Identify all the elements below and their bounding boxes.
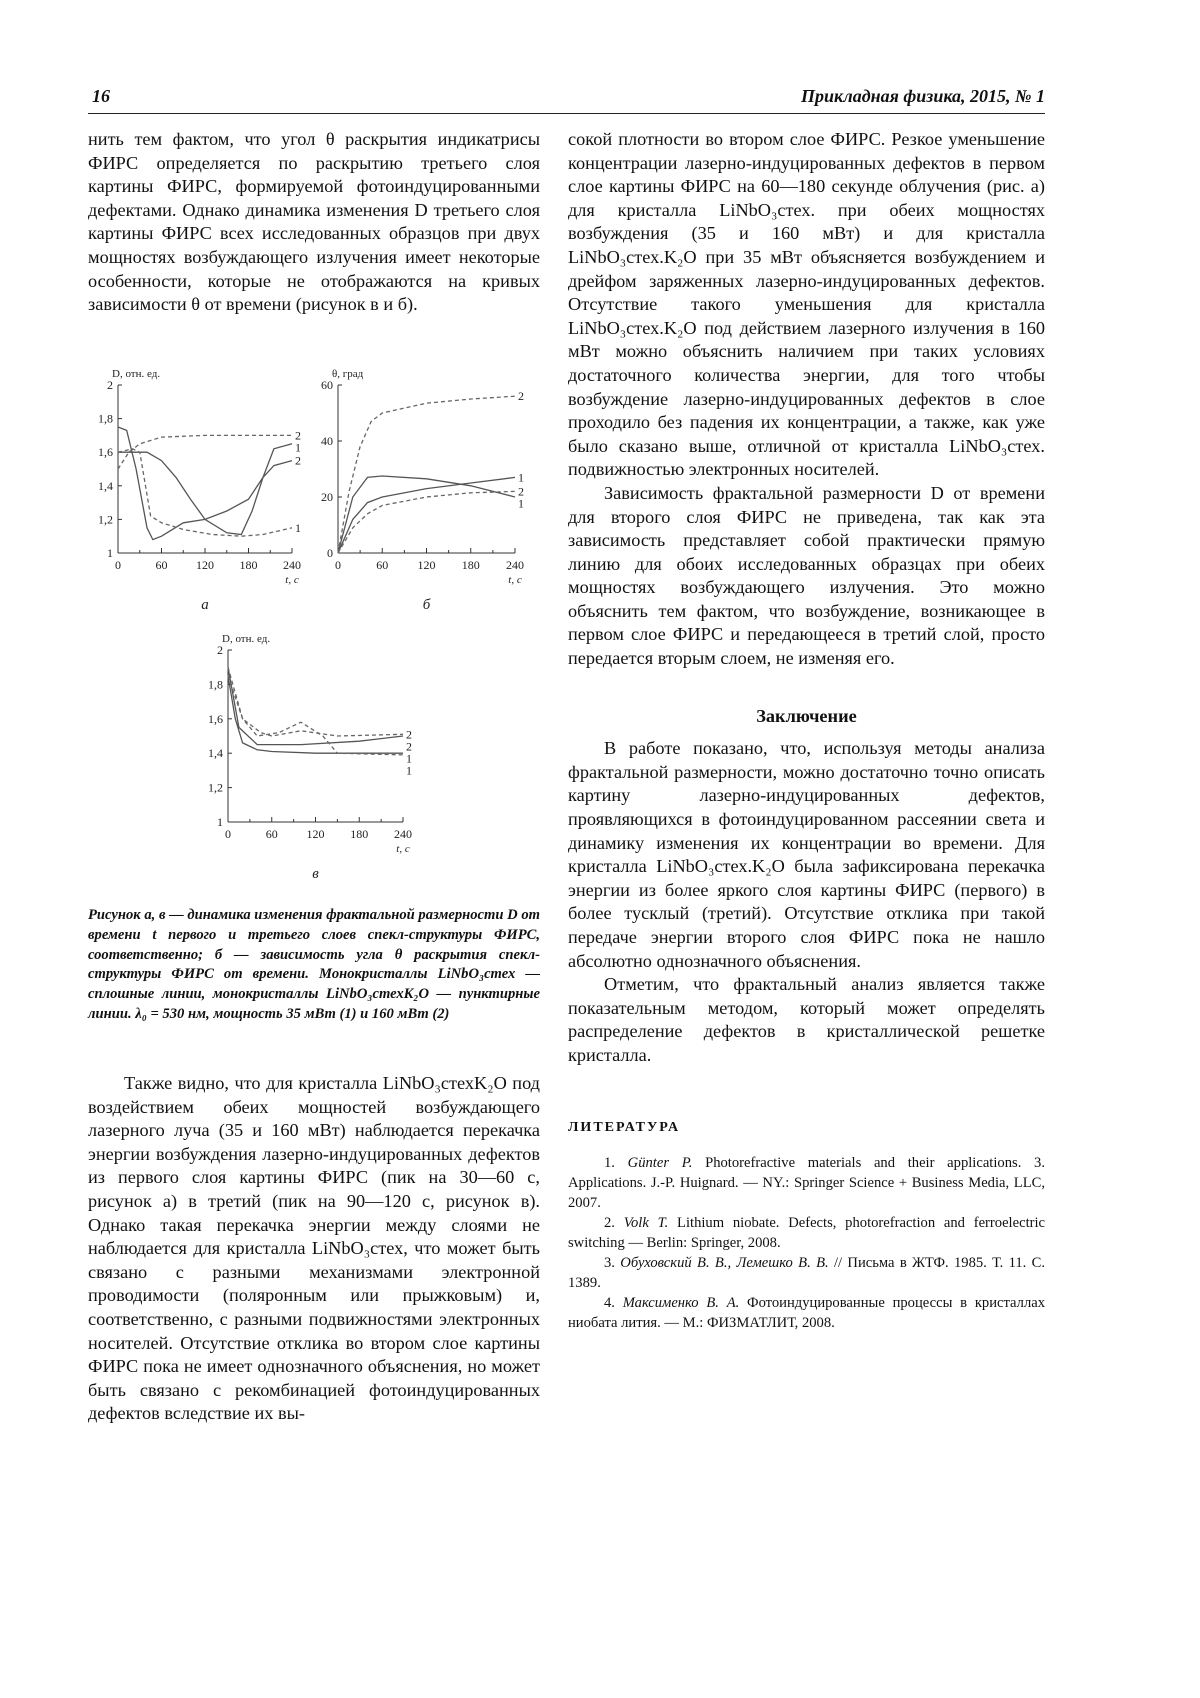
series-label: 1 xyxy=(518,496,524,511)
panel-label: б xyxy=(422,597,431,613)
page-number: 16 xyxy=(92,86,110,106)
x-tick-label: 180 xyxy=(239,558,258,572)
series-line xyxy=(338,477,515,553)
ref-text: Lithium niobate. Defects, photorefraction and ferroelectric switching — Berlin: Springer, 2008. xyxy=(568,1215,1046,1252)
series-label: 2 xyxy=(518,389,524,404)
x-tick-label: 0 xyxy=(335,558,341,572)
series-label: 1 xyxy=(295,520,301,535)
y-tick-label: 1,8 xyxy=(208,677,223,692)
x-tick-label: 0 xyxy=(115,558,121,572)
series-line xyxy=(338,476,515,553)
paragraph: В работе показано, что, используя методы анализа фрактальной размерности, можно достаточно точно описать картину лазерно-индуцированных дефектов, проявляющихся в фотоиндуцированном рассеянии света и динамику изменения их концентрации во времени. Для кристалла LiNbO₃стех.K₂O была зафиксирована перекачка энергии из более яркого слоя картины ФИРС (первого) в более тусклый (третий). Отсутствие отклика при такой передаче энергии второго слоя ФИРС пока не нашло абсолютно однозначного объяснения. xyxy=(568,738,1045,971)
y-tick-label: 1,6 xyxy=(98,445,113,460)
y-tick-label: 1 xyxy=(107,546,113,560)
x-tick-label: 60 xyxy=(376,558,389,572)
ref-author: Volk T. xyxy=(623,1215,669,1232)
paragraph: Зависимость фрактальной размерности D от времени для второго слоя ФИРС не приведена, так как эта зависимость представляет собой практически прямую линию для обоих исследованных образцах при обеих мощностях возбуждающего излучения. Это можно объяснить тем фактом, что возбуждение, возникающее в первом слое ФИРС и передающееся в третий слой, просто передается вторым слоем, не изменяя его. xyxy=(568,482,1045,669)
ref-number: 4. xyxy=(604,1295,623,1312)
y-tick-label: 1,2 xyxy=(98,512,113,527)
ref-author: Обуховский В. В., Лемешко В. В. xyxy=(620,1255,829,1272)
reference-item xyxy=(568,1293,1045,1333)
series-label: 2 xyxy=(295,453,301,468)
y-tick-label: 2 xyxy=(217,643,223,657)
reference-item xyxy=(568,1153,1045,1213)
y-tick-label: 40 xyxy=(321,434,333,448)
ref-number: 2. xyxy=(604,1215,624,1232)
series-line xyxy=(118,427,292,540)
conclusion-heading: Заключение xyxy=(756,705,857,726)
x-tick-label: 60 xyxy=(265,827,278,841)
panel-label: а xyxy=(201,597,209,613)
ref-number: 3. xyxy=(604,1255,621,1272)
y-tick-label: 1 xyxy=(217,815,223,829)
x-tick-label: 120 xyxy=(306,827,325,841)
paragraph: нить тем фактом, что угол θ раскрытия индикатрисы ФИРС определяется по раскрытию третьего слоя картины ФИРС, формируемой фотоиндуцированными дефектами. Однако динамика изменения D третьего слоя картины ФИРС всех исследованных образцов при двух мощностях возбуждающего излучения имеет некоторые особенности, которые не отображаются на кривых зависимости θ от времени (рисунок в и б). xyxy=(88,129,540,315)
y-axis-title: θ, град xyxy=(332,368,364,380)
figure xyxy=(88,360,540,890)
x-tick-label: 180 xyxy=(461,558,480,572)
x-tick-label: 60 xyxy=(155,558,168,572)
series-label: 2 xyxy=(295,428,301,443)
left-column-bottom xyxy=(88,1072,540,1426)
series-line xyxy=(118,452,292,534)
series-label: 1 xyxy=(406,763,412,778)
references-list xyxy=(568,1153,1045,1333)
y-tick-label: 1,4 xyxy=(208,746,223,761)
right-column xyxy=(568,128,1045,1333)
x-tick-label: 120 xyxy=(417,558,436,572)
series-label: 2 xyxy=(406,739,412,754)
series-label: 1 xyxy=(518,470,524,485)
x-tick-label: 0 xyxy=(225,827,231,841)
y-tick-label: 20 xyxy=(321,490,333,504)
x-tick-label: 240 xyxy=(506,558,524,572)
y-tick-label: 1,6 xyxy=(208,711,223,726)
series-line xyxy=(338,396,515,553)
y-tick-label: 60 xyxy=(321,378,333,392)
x-tick-label: 240 xyxy=(394,827,412,841)
ref-text: Photorefractive materials and their applications. 3. Applications. J.-P. Huignard. — NY.: Springer Science + Business Media, LLC, 2007. xyxy=(568,1155,1045,1212)
y-tick-label: 1,8 xyxy=(98,411,113,426)
ref-number: 1. xyxy=(604,1155,628,1172)
ref-text: // Письма в ЖТФ. 1985. Т. 11. С. 1389. xyxy=(568,1255,1046,1292)
series-label: 1 xyxy=(406,751,412,766)
y-tick-label: 0 xyxy=(327,546,333,560)
series-line xyxy=(118,449,292,536)
paragraph: Отметим, что фрактальный анализ является также показательным методом, который может определять распределение дефектов в кристаллической решетке кристалла. xyxy=(568,974,1045,1065)
ref-author: Günter P. xyxy=(627,1155,693,1172)
series-label: 2 xyxy=(406,727,412,742)
y-tick-label: 2 xyxy=(107,378,113,392)
x-axis-title: t, с xyxy=(285,574,299,586)
series-line xyxy=(338,491,515,553)
y-axis-title: D, отн. ед. xyxy=(112,368,161,380)
reference-item xyxy=(568,1253,1045,1293)
series-label: 1 xyxy=(295,440,301,455)
series-line xyxy=(228,676,403,755)
x-axis-title: t, с xyxy=(396,843,410,855)
x-tick-label: 120 xyxy=(196,558,214,572)
paragraph: Также видно, что для кристалла LiNbO₃стехK₂O под воздействием обеих мощностей возбуждающего лазерного луча (35 и 160 мВт) наблюдается перекачка энергии возбуждения лазерно-индуцированных дефектов из первого слоя картины ФИРС (пик на 30—60 с, рисунок а) в третий (пик на 90—120 с, рисунок в). Однако такая перекачка энергии между слоями не наблюдается для кристалла LiNbO₃стех, что может быть связано с разными механизмами электронной проводимости (поляронным или прыжковым) и, соответственно, с разными подвижностями электронных носителей. Отсутствие отклика во втором слое картины ФИРС пока не имеет однозначного объяснения, но может быть связано с рекомбинацией фотоиндуцированных дефектов вследствие их вы- xyxy=(88,1073,540,1424)
left-column-top xyxy=(88,128,540,317)
x-tick-label: 180 xyxy=(350,827,369,841)
header-rule xyxy=(88,113,1045,114)
x-tick-label: 240 xyxy=(283,558,301,572)
y-tick-label: 1,4 xyxy=(98,478,113,493)
ref-text: Фотоиндуцированные процессы в кристаллах ниобата лития. — М.: ФИЗМАТЛИТ, 2008. xyxy=(568,1295,1045,1332)
journal-title: Прикладная физика, 2015, № 1 xyxy=(800,86,1045,106)
series-line xyxy=(228,667,403,736)
paragraph: сокой плотности во втором слое ФИРС. Резкое уменьшение концентрации лазерно-индуцированных дефектов в первом слое картины ФИРС на 60—180 секунде облучения (рис. а) для кристалла LiNbO₃стех. при обеих мощностях возбуждения (35 и 160 мВт) и для кристалла LiNbO₃стех.K₂O при 35 мВт объясняется возбуждением и дрейфом заряженных лазерно-индуцированных дефектов. Отсутствие такого уменьшения для кристалла LiNbO₃стех.K₂O под действием лазерного излучения в 160 мВт можно объяснить наличием при таких условиях достаточного количества энергии, для того чтобы возбуждение лазерно-индуцированных дефектов в слое проходило без падения их концентрации, а также, как уже было сказано выше, отличной от кристалла LiNbO₃стех. подвижностью электронных носителей. xyxy=(568,129,1045,480)
panel-label: в xyxy=(312,866,319,882)
reference-item xyxy=(568,1213,1045,1253)
y-axis-title: D, отн. ед. xyxy=(222,633,271,645)
series-label: 2 xyxy=(518,484,524,499)
y-tick-label: 1,2 xyxy=(208,780,223,795)
x-axis-title: t, с xyxy=(508,574,522,586)
references-heading: ЛИТЕРАТУРА xyxy=(568,1119,681,1135)
ref-author: Максименко В. А. xyxy=(622,1295,740,1312)
figure-caption: Рисунок а, в — динамика изменения фрактальной размерности D от времени t первого и третьего слоев спекл-структуры ФИРС, соответственно; б — зависимость угла θ раскрытия спекл-структуры ФИРС от времени. Монокристаллы LiNbO₃стех — сплошные линии, монокристаллы LiNbO₃стехK₂O — пунктирные линии. λ₀ = 530 нм, мощность 35 мВт (1) и 160 мВт (2) xyxy=(88,907,540,1022)
